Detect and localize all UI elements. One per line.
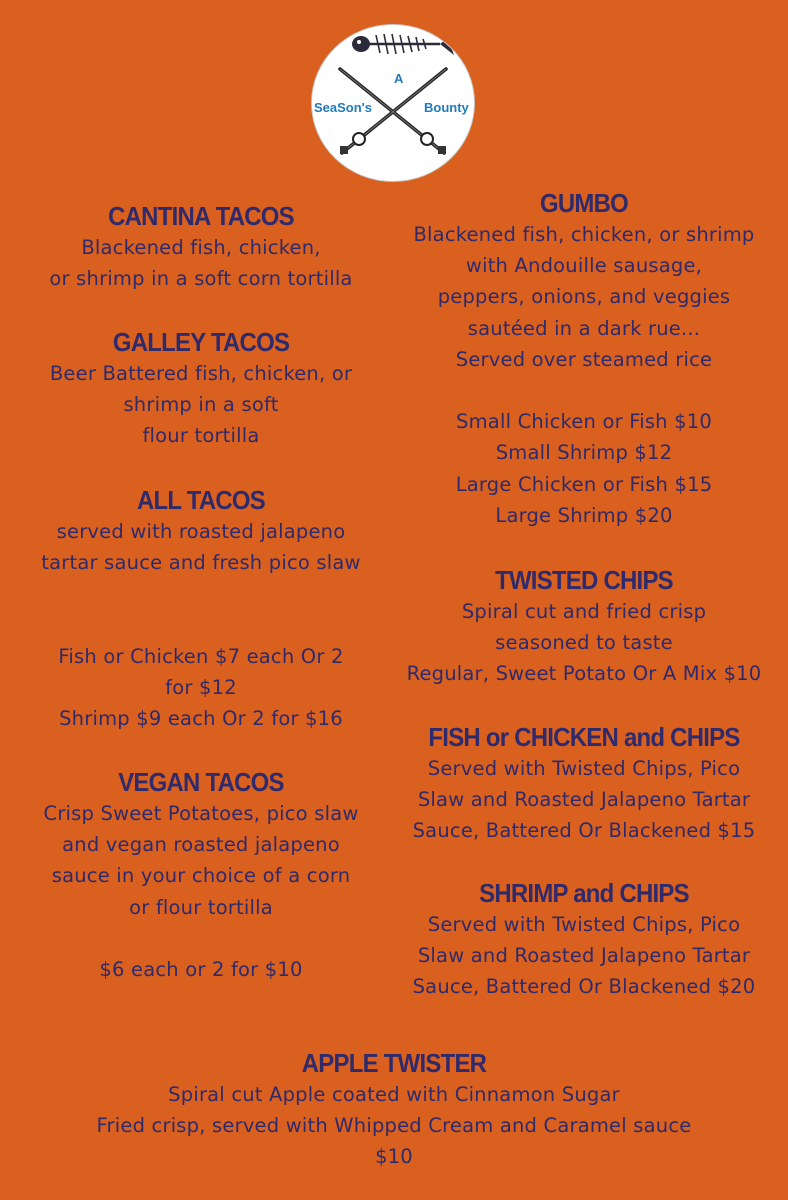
vegan-desc-4: or flour tortilla <box>129 895 273 919</box>
cantina-tacos-title: CANTINA TACOS <box>108 201 294 231</box>
gumbo-spacer <box>382 375 786 406</box>
tacos-price-1: Fish or Chicken $7 each Or 2 <box>58 645 344 668</box>
vegan-spacer <box>14 923 388 954</box>
fish-chips-title: FISH or CHICKEN and CHIPS <box>428 722 740 752</box>
gumbo-title: GUMBO <box>539 188 629 218</box>
apple-twister-title: APPLE TWISTER <box>301 1048 487 1078</box>
all-tacos-section <box>14 484 388 578</box>
all-tacos-title: ALL TACOS <box>136 485 266 515</box>
shrimp-chips-section <box>382 877 786 1003</box>
cantina-desc-1: Blackened fish, chicken, <box>81 236 321 259</box>
twisted-chips-section <box>382 564 786 690</box>
gumbo-section <box>382 187 786 531</box>
logo <box>311 24 475 182</box>
shrimpchips-desc-3: Sauce, Battered Or Blackened $20 <box>412 975 756 999</box>
vegan-tacos-title: VEGAN TACOS <box>118 767 284 797</box>
vegan-price: $6 each or 2 for $10 <box>99 958 303 982</box>
cantina-tacos-section <box>14 200 388 294</box>
fishchips-desc-1: Served with Twisted Chips, Pico <box>427 757 741 780</box>
gumbo-price-4: Large Shrimp $20 <box>495 503 673 527</box>
gumbo-desc-3: peppers, onions, and veggies <box>437 285 731 309</box>
vegan-desc-2: and vegan roasted jalapeno <box>62 833 340 857</box>
cantina-desc-2: or shrimp in a soft corn tortilla <box>49 267 353 291</box>
tacos-prices-section <box>14 641 388 735</box>
twisted-desc-1: Spiral cut and fried crisp <box>461 600 707 623</box>
all-tacos-desc-1: served with roasted jalapeno <box>56 520 346 543</box>
gumbo-price-3: Large Chicken or Fish $15 <box>455 472 713 496</box>
galley-tacos-section <box>14 326 388 452</box>
vegan-desc-1: Crisp Sweet Potatoes, pico slaw <box>43 802 359 825</box>
gumbo-desc-5: Served over steamed rice <box>455 347 713 371</box>
galley-desc-1: Beer Battered fish, chicken, or <box>49 362 353 385</box>
galley-desc-2: shrimp in a soft <box>123 393 279 417</box>
logo-text-seasons: SeaSon's <box>314 100 373 115</box>
gumbo-desc-2: with Andouille sausage, <box>465 254 703 278</box>
gumbo-desc-4: sautéed in a dark rue... <box>467 316 701 340</box>
fish-skeleton-icon <box>312 25 474 85</box>
vegan-desc-3: sauce in your choice of a corn <box>51 864 351 888</box>
twisted-desc-2: seasoned to taste <box>495 631 673 655</box>
gumbo-desc-1: Blackened fish, chicken, or shrimp <box>413 223 755 246</box>
apple-desc-1: Spiral cut Apple coated with Cinnamon Sugar <box>168 1083 620 1106</box>
galley-desc-3: flour tortilla <box>142 424 260 448</box>
shrimpchips-desc-1: Served with Twisted Chips, Pico <box>427 913 741 936</box>
fishchips-desc-2: Slaw and Roasted Jalapeno Tartar <box>417 788 751 812</box>
shrimpchips-desc-2: Slaw and Roasted Jalapeno Tartar <box>417 944 751 968</box>
galley-tacos-title: GALLEY TACOS <box>112 327 290 357</box>
apple-desc-2: Fried crisp, served with Whipped Cream and Caramel sauce <box>96 1114 692 1138</box>
gumbo-price-2: Small Shrimp $12 <box>495 441 673 465</box>
apple-price: $10 <box>375 1145 413 1169</box>
tacos-price-2: for $12 <box>165 676 237 700</box>
vegan-tacos-section <box>14 766 388 985</box>
twisted-chips-title: TWISTED CHIPS <box>495 565 673 595</box>
apple-twister-section <box>0 1047 788 1173</box>
fishchips-desc-3: Sauce, Battered Or Blackened $15 <box>412 819 756 843</box>
logo-text-a: A <box>394 71 404 86</box>
all-tacos-desc-2: tartar sauce and fresh pico slaw <box>41 551 361 575</box>
fish-chips-section <box>382 721 786 847</box>
twisted-desc-3: Regular, Sweet Potato Or A Mix $10 <box>406 662 762 686</box>
logo-text-bounty: Bounty <box>424 100 469 115</box>
shrimp-chips-title: SHRIMP and CHIPS <box>479 878 689 908</box>
gumbo-price-1: Small Chicken or Fish $10 <box>456 410 712 434</box>
tacos-price-3: Shrimp $9 each Or 2 for $16 <box>59 707 343 731</box>
